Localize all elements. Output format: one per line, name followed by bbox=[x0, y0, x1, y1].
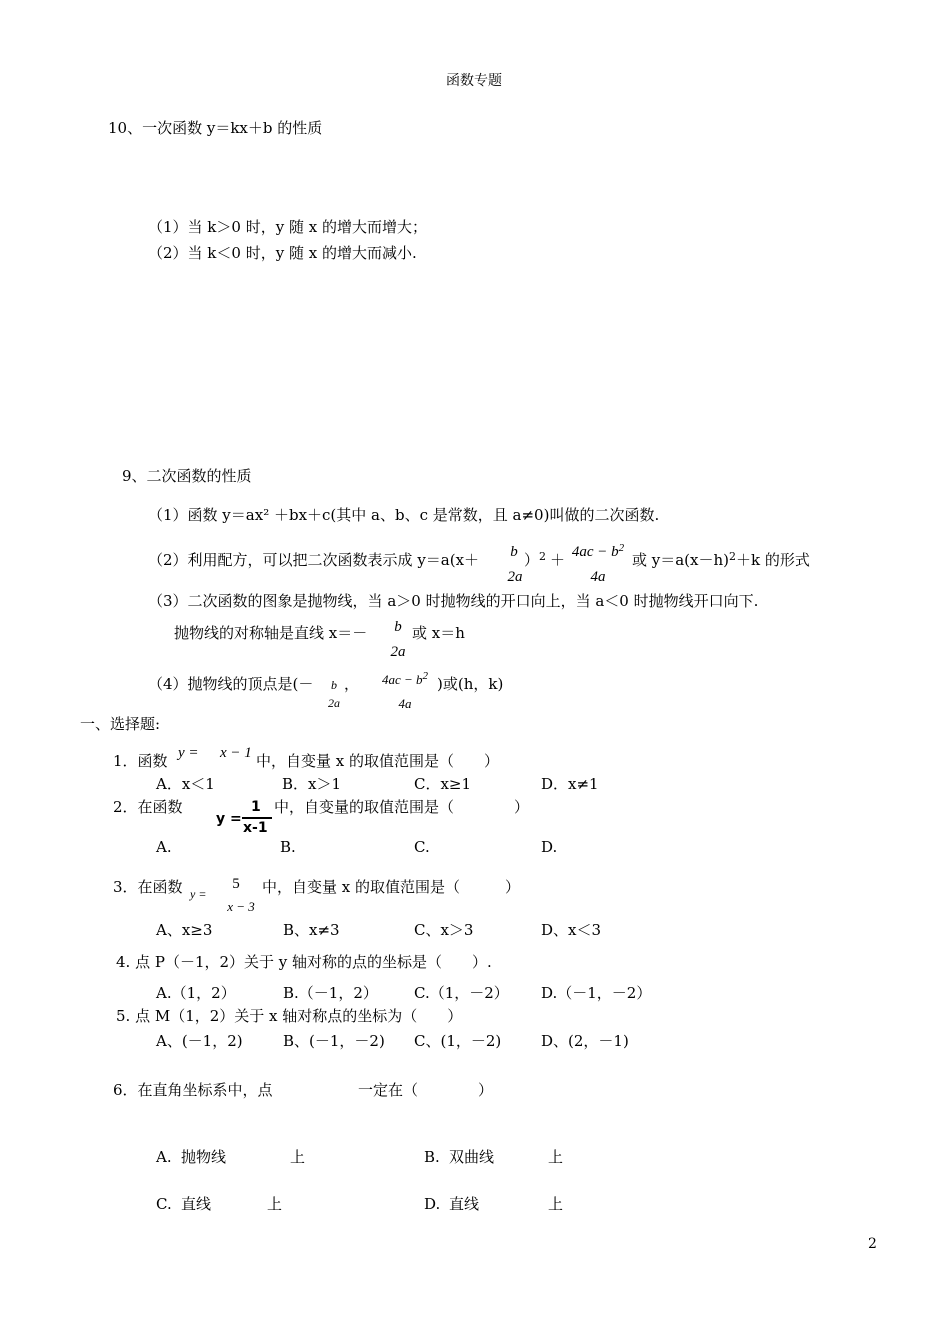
question-6-option-a-tail: 上 bbox=[290, 1148, 306, 1166]
question-3-option-c: C、x＞3 bbox=[414, 921, 474, 939]
section-10-point-2: （2）当 k＜0 时，y 随 x 的增大而减小. bbox=[148, 244, 417, 262]
question-6-option-b-tail: 上 bbox=[548, 1148, 564, 1166]
section-9-point-2-vertex-form: 或 $y=a(x-h)^2+k$ 的形式 bbox=[632, 550, 810, 569]
question-2-option-d: D. bbox=[541, 838, 558, 856]
section-9-axis-alt: 或 x＝h bbox=[412, 624, 465, 642]
question-5-option-d: D、(2，－1) bbox=[541, 1032, 629, 1050]
section-9-title: 9、二次函数的性质 bbox=[122, 467, 252, 485]
fraction-4a-denominator: 4a bbox=[590, 569, 606, 585]
question-4-option-a: A.（1，2） bbox=[156, 984, 236, 1002]
question-3-y: y = bbox=[190, 887, 207, 901]
question-2-numerator: 1 bbox=[251, 799, 261, 815]
question-6-option-c-letter: C. bbox=[156, 1195, 172, 1213]
question-2-y: y = bbox=[216, 811, 242, 827]
question-6-option-b-letter: B. bbox=[424, 1148, 440, 1166]
section-9-point-3: （3）二次函数的图象是抛物线，当 a＞0 时抛物线的开口向上，当 a＜0 时抛物线开口向下. bbox=[148, 592, 759, 610]
section-9-point-2-plus: ＋ bbox=[550, 551, 566, 569]
section-9-point-4: （4）抛物线的顶点是(－ bbox=[148, 675, 314, 693]
question-2-text: 中，自变量的取值范围是（ ） bbox=[274, 798, 530, 816]
question-3-option-a: A、x≥3 bbox=[156, 921, 213, 939]
section-9-point-2-paren: ）$^2$ bbox=[524, 550, 547, 569]
section-9-point-2-text: （2）利用配方，可以把二次函数表示成 y＝a(x＋ bbox=[148, 551, 480, 569]
vertex-fraction-b: b bbox=[331, 678, 337, 692]
question-2-option-c: C. bbox=[414, 838, 430, 856]
section-9-point-4-tail: )或(h，k) bbox=[437, 675, 504, 693]
exercises-heading: 一、选择题: bbox=[80, 715, 161, 733]
question-1-expression: x − 1 bbox=[220, 745, 252, 761]
question-4-option-b: B.（－1，2） bbox=[283, 984, 378, 1002]
question-4-option-d: D.（－1，－2） bbox=[541, 984, 652, 1002]
question-3-option-d: D、x＜3 bbox=[541, 921, 602, 939]
axis-fraction-numerator: b bbox=[394, 619, 402, 635]
question-6-option-d-letter: D. bbox=[424, 1195, 441, 1213]
question-1-option-c: C．x≥1 bbox=[414, 775, 472, 793]
axis-fraction-denominator: 2a bbox=[390, 644, 406, 660]
question-5-option-b: B、(－1，－2) bbox=[283, 1032, 385, 1050]
question-1-label: 1．函数 bbox=[113, 752, 168, 770]
question-3-text: 中，自变量 x 的取值范围是（ ） bbox=[262, 878, 520, 896]
fraction-4ac-numerator: $4ac - b^2$ bbox=[571, 542, 625, 560]
question-3-label: 3．在函数 bbox=[113, 878, 183, 896]
fraction-2a-denominator: 2a bbox=[507, 569, 523, 585]
section-10-title: 10、一次函数 y＝kx＋b 的性质 bbox=[108, 119, 323, 137]
question-3-denominator: x − 3 bbox=[227, 899, 255, 914]
vertex-fraction-2a: 2a bbox=[328, 696, 340, 710]
question-2-label: 2．在函数 bbox=[113, 798, 183, 816]
section-9-axis-text: 抛物线的对称轴是直线 x＝－ bbox=[174, 624, 368, 642]
question-1-option-b: B．x＞1 bbox=[282, 775, 342, 793]
vertex-comma: ， bbox=[344, 675, 360, 693]
question-1-option-a: A．x＜1 bbox=[156, 775, 215, 793]
question-5-option-a: A、(－1，2) bbox=[156, 1032, 243, 1050]
question-5-text: 5. 点 M（1，2）关于 x 轴对称点的坐标为（ ） bbox=[116, 1007, 463, 1025]
section-10-point-1: （1）当 k＞0 时，y 随 x 的增大而增大； bbox=[148, 218, 427, 236]
question-4-text: 4. 点 P（－1，2）关于 y 轴对称的点的坐标是（ ）. bbox=[116, 953, 492, 971]
page-number: 2 bbox=[868, 1236, 877, 1252]
vertex-fraction-denominator: 4a bbox=[398, 696, 412, 711]
question-6-text: 一定在（ ） bbox=[358, 1081, 494, 1099]
question-6-option-b-text: 双曲线 bbox=[449, 1148, 495, 1166]
question-6-label: 6．在直角坐标系中，点 bbox=[113, 1081, 273, 1099]
fraction-b-numerator: b bbox=[510, 544, 518, 560]
question-2-option-a: A. bbox=[156, 838, 172, 856]
question-6-option-a-text: 抛物线 bbox=[181, 1148, 227, 1166]
question-1-text: 中，自变量 x 的取值范围是（ ） bbox=[256, 752, 499, 770]
question-1-y: y = bbox=[178, 745, 199, 761]
question-5-option-c: C、(1，－2) bbox=[414, 1032, 502, 1050]
question-6-option-d-text: 直线 bbox=[449, 1195, 480, 1213]
question-6-option-a-letter: A. bbox=[156, 1148, 172, 1166]
question-6-option-d-tail: 上 bbox=[548, 1195, 564, 1213]
page-header: 函数专题 bbox=[446, 73, 502, 89]
question-3-option-b: B、x≠3 bbox=[283, 921, 340, 939]
question-2-denominator: x-1 bbox=[243, 820, 268, 836]
question-1-option-d: D．x≠1 bbox=[541, 775, 599, 793]
question-6-option-c-tail: 上 bbox=[267, 1195, 283, 1213]
question-6-option-c-text: 直线 bbox=[181, 1195, 212, 1213]
question-4-option-c: C.（1，－2） bbox=[414, 984, 509, 1002]
question-2-option-b: B. bbox=[280, 838, 296, 856]
vertex-fraction-numerator: $4ac - b^2$ bbox=[381, 670, 429, 687]
section-9-point-1: （1）函数 y＝ax² ＋bx＋c(其中 a、b、c 是常数，且 a≠0)叫做的二次函数. bbox=[148, 506, 660, 524]
question-2-fraction-bar bbox=[242, 817, 272, 819]
question-3-numerator: 5 bbox=[232, 876, 240, 892]
